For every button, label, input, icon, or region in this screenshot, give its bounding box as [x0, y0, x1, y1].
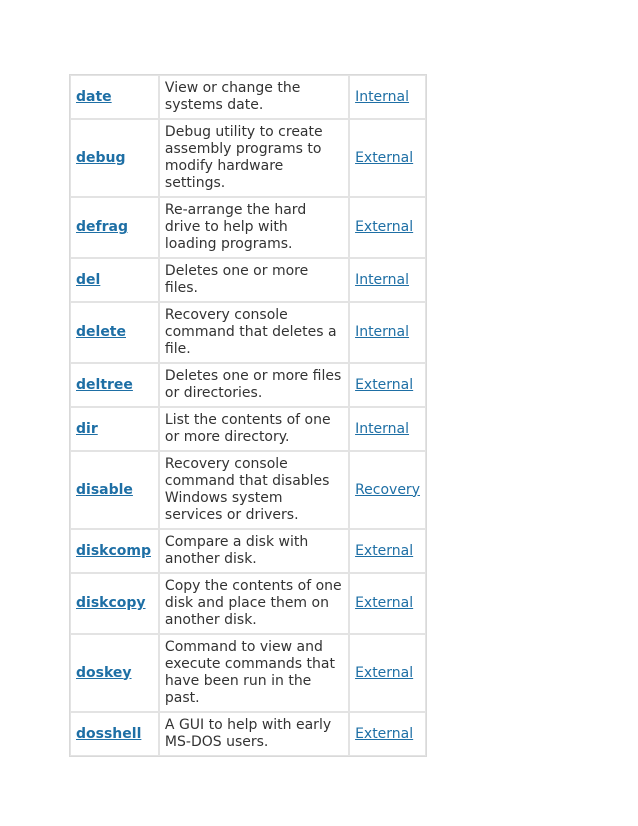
command-link-deltree[interactable]: deltree: [76, 376, 133, 393]
description-cell: Recovery console command that deletes a file.: [159, 302, 349, 363]
description-cell: List the contents of one or more directory.: [159, 407, 349, 451]
command-cell: [70, 573, 159, 634]
command-link-dosshell[interactable]: dosshell: [76, 725, 142, 742]
command-cell: [70, 529, 159, 573]
description-cell: Copy the contents of one disk and place them on another disk.: [159, 573, 349, 634]
description-cell: View or change the systems date.: [159, 75, 349, 119]
command-cell: [70, 363, 159, 407]
table-row: [70, 634, 426, 712]
description-cell: Compare a disk with another disk.: [159, 529, 349, 573]
type-link[interactable]: External: [355, 664, 414, 681]
description-cell: Debug utility to create assembly programs to modify hardware settings.: [159, 119, 349, 197]
table-row: [70, 197, 426, 258]
description-cell: Command to view and execute commands that have been run in the past.: [159, 634, 349, 712]
command-link-diskcopy[interactable]: diskcopy: [76, 595, 146, 611]
command-link-date[interactable]: date: [76, 88, 112, 105]
table-row: [70, 407, 426, 451]
type-link[interactable]: External: [355, 219, 414, 235]
type-link[interactable]: Internal: [355, 88, 410, 105]
description-cell: Recovery console command that disables Windows system services or drivers.: [159, 451, 349, 529]
type-link[interactable]: Internal: [355, 324, 410, 340]
table-row: [70, 573, 426, 634]
table-row: [70, 119, 426, 197]
table-row: [70, 302, 426, 363]
command-cell: [70, 302, 159, 363]
command-link-disable[interactable]: disable: [76, 481, 133, 498]
type-cell: [349, 75, 426, 119]
type-cell: [349, 634, 426, 712]
type-link[interactable]: External: [355, 725, 414, 742]
type-cell: [349, 302, 426, 363]
table-row: [70, 363, 426, 407]
type-cell: [349, 363, 426, 407]
command-cell: [70, 197, 159, 258]
type-cell: [349, 258, 426, 302]
command-cell: [70, 258, 159, 302]
command-cell: [70, 119, 159, 197]
command-table-body: [70, 75, 426, 756]
command-cell: [70, 451, 159, 529]
description-cell: Re-arrange the hard drive to help with loading programs.: [159, 197, 349, 258]
type-link[interactable]: Internal: [355, 420, 410, 437]
type-link[interactable]: External: [355, 149, 414, 166]
command-link-diskcomp[interactable]: diskcomp: [76, 542, 151, 559]
table-row: [70, 75, 426, 119]
type-link[interactable]: External: [355, 595, 414, 611]
type-link[interactable]: Internal: [355, 271, 410, 288]
type-link[interactable]: External: [355, 542, 414, 559]
table-row: [70, 712, 426, 756]
command-link-defrag[interactable]: defrag: [76, 219, 128, 235]
type-cell: [349, 529, 426, 573]
description-cell: Deletes one or more files or directories.: [159, 363, 349, 407]
command-table: [69, 74, 427, 757]
type-cell: [349, 197, 426, 258]
type-link[interactable]: External: [355, 376, 414, 393]
table-row: [70, 529, 426, 573]
type-cell: [349, 119, 426, 197]
command-link-delete[interactable]: delete: [76, 324, 126, 340]
type-cell: [349, 573, 426, 634]
command-cell: [70, 75, 159, 119]
command-cell: [70, 634, 159, 712]
command-link-doskey[interactable]: doskey: [76, 664, 132, 681]
command-cell: [70, 407, 159, 451]
type-link[interactable]: Recovery: [355, 481, 420, 498]
description-cell: Deletes one or more files.: [159, 258, 349, 302]
type-cell: [349, 451, 426, 529]
type-cell: [349, 407, 426, 451]
command-link-dir[interactable]: dir: [76, 420, 98, 437]
type-cell: [349, 712, 426, 756]
command-link-del[interactable]: del: [76, 271, 101, 288]
description-cell: A GUI to help with early MS-DOS users.: [159, 712, 349, 756]
command-cell: [70, 712, 159, 756]
command-link-debug[interactable]: debug: [76, 149, 126, 166]
table-row: [70, 451, 426, 529]
table-row: [70, 258, 426, 302]
